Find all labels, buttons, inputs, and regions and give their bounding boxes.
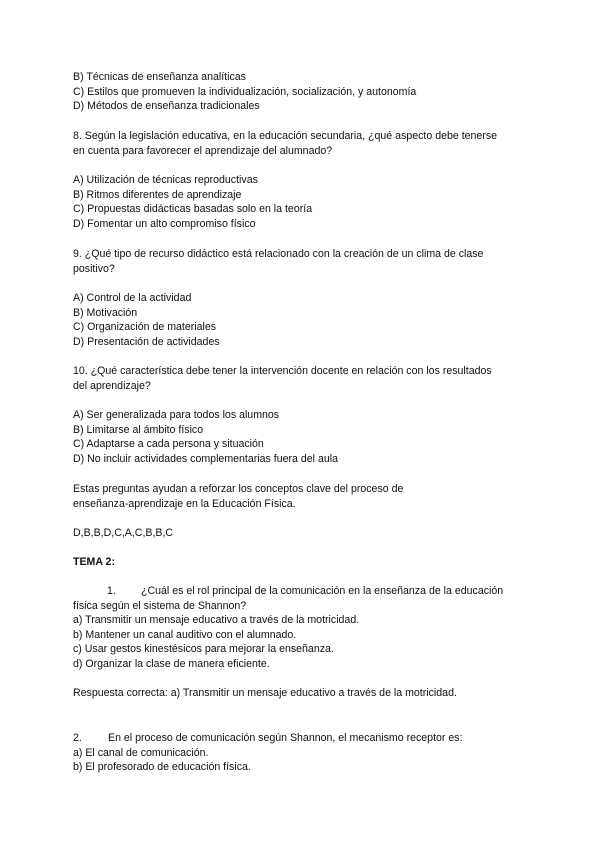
question-number: 1. [107,585,116,597]
tema2-answer-1 [73,686,533,701]
question-number: 2. [73,732,82,744]
option-d: D) Presentación de actividades [73,335,220,348]
option-d: d) Organizar la clase de manera eficiente. [73,657,270,670]
tema-2-heading: TEMA 2: [73,556,115,568]
question-text-line1: En el proceso de comunicación según Shannon, el mecanismo receptor es: [108,732,463,744]
question-text-line1: ¿Cuál es el rol principal de la comunicación en la enseñanza de la educación [141,585,504,597]
option-a: a) Transmitir un mensaje educativo a través de la motricidad. [73,614,360,627]
option-a: A) Utilización de técnicas reproductivas [73,174,258,186]
option-a: a) El canal de comunicación. [73,746,209,759]
option-b: B) Motivación [73,306,138,319]
option-b: B) Ritmos diferentes de aprendizaje [73,188,242,201]
question-text: 9. ¿Qué tipo de recurso didáctico está relacionado con la creación de un clima de clase [73,248,484,260]
question-text: en cuenta para favorecer el aprendizaje del alumnado? [73,144,333,157]
question-text: del aprendizaje? [73,379,151,392]
option-b: B) Limitarse al ámbito físico [73,423,204,436]
question-text-line2: física según el sistema de Shannon? [73,599,247,612]
question-9 [73,247,533,276]
question-10-options [73,408,533,466]
option-b: b) El profesorado de educación física. [73,761,251,774]
option-b: b) Mantener un canal auditivo con el alumnado. [73,628,297,641]
summary-paragraph [73,482,533,511]
question-text: 10. ¿Qué característica debe tener la intervención docente en relación con los resultados [73,365,492,377]
option-a: A) Control de la actividad [73,292,192,304]
tema2-question-1 [73,584,533,672]
option-c: C) Propuestas didácticas basadas solo en la teoría [73,203,313,216]
option-a: A) Ser generalizada para todos los alumnos [73,409,280,421]
option-c: c) Usar gestos kinestésicos para mejorar la enseñanza. [73,643,334,656]
option-c: C) Estilos que promueven la individualización, socialización, y autonomía [73,85,417,98]
option-b: B) Técnicas de enseñanza analíticas [73,71,246,83]
previous-question-options [73,70,533,114]
summary-line: Estas preguntas ayudan a reforzar los conceptos clave del proceso de [73,483,404,495]
option-c: C) Adaptarse a cada persona y situación [73,438,264,451]
answer-key [73,526,533,541]
question-text [73,731,533,746]
question-text: 8. Según la legislación educativa, en la educación secundaria, ¿qué aspecto debe tenerse [73,130,498,142]
question-8 [73,129,533,158]
question-text: positivo? [73,262,115,275]
question-8-options [73,173,533,231]
option-c: C) Organización de materiales [73,321,217,334]
option-d: D) Métodos de enseñanza tradicionales [73,100,260,113]
correct-answer: Respuesta correcta: a) Transmitir un mensaje educativo a través de la motricidad. [73,687,457,699]
question-9-options [73,291,533,349]
option-d: D) Fomentar un alto compromiso físico [73,217,256,230]
question-10 [73,364,533,393]
summary-line: enseñanza-aprendizaje en la Educación Física. [73,497,296,510]
section-heading [73,555,533,570]
answer-key-text: D,B,B,D,C,A,C,B,B,C [73,527,174,539]
option-d: D) No incluir actividades complementarias fuera del aula [73,452,338,465]
question-text [73,584,533,599]
tema2-question-2 [73,731,533,775]
